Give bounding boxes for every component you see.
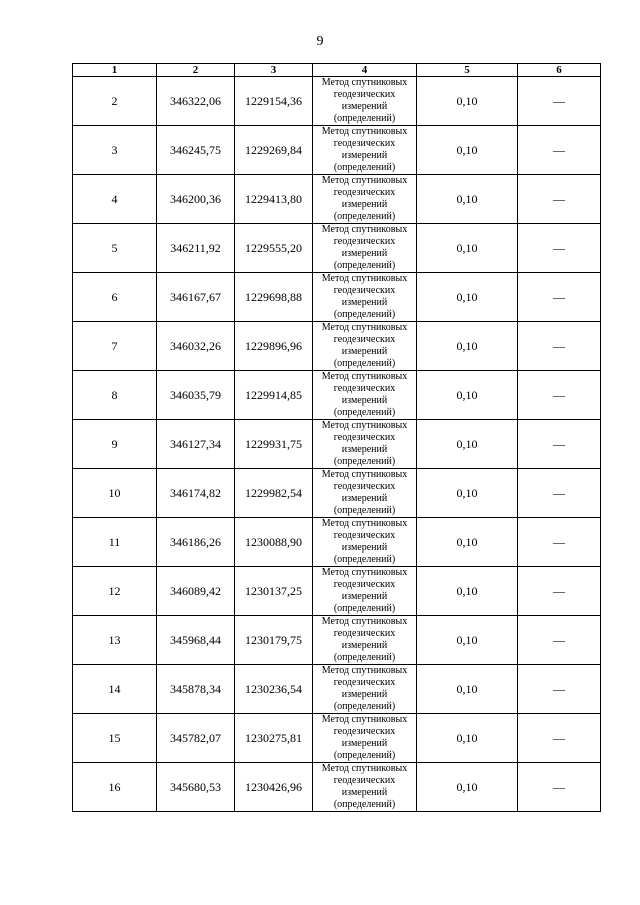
page-number: 9 — [316, 34, 324, 49]
method-cell: Метод спутниковых геодезических измерений (определений) — [313, 714, 417, 763]
x-coordinate-cell: 345878,34 — [157, 665, 235, 714]
x-coordinate-cell: 346035,79 — [157, 371, 235, 420]
table-row — [73, 322, 601, 371]
table-row — [73, 763, 601, 812]
y-coordinate-cell: 1229269,84 — [235, 126, 313, 175]
method-cell: Метод спутниковых геодезических измерений (определений) — [313, 567, 417, 616]
header-cell-6: 6 — [518, 64, 601, 77]
y-coordinate-cell: 1229896,96 — [235, 322, 313, 371]
point-number-cell: 5 — [73, 224, 157, 273]
accuracy-cell: 0,10 — [417, 77, 518, 126]
method-cell: Метод спутниковых геодезических измерений (определений) — [313, 469, 417, 518]
method-cell: Метод спутниковых геодезических измерений (определений) — [313, 763, 417, 812]
table-row — [73, 469, 601, 518]
accuracy-cell: 0,10 — [417, 224, 518, 273]
x-coordinate-cell: 346032,26 — [157, 322, 235, 371]
x-coordinate-cell: 345680,53 — [157, 763, 235, 812]
accuracy-cell: 0,10 — [417, 175, 518, 224]
note-cell: — — [518, 665, 601, 714]
note-cell: — — [518, 371, 601, 420]
point-number-cell: 8 — [73, 371, 157, 420]
accuracy-cell: 0,10 — [417, 420, 518, 469]
accuracy-cell: 0,10 — [417, 616, 518, 665]
point-number-cell: 4 — [73, 175, 157, 224]
method-cell: Метод спутниковых геодезических измерений (определений) — [313, 224, 417, 273]
accuracy-cell: 0,10 — [417, 126, 518, 175]
accuracy-cell: 0,10 — [417, 322, 518, 371]
method-cell: Метод спутниковых геодезических измерений (определений) — [313, 616, 417, 665]
table-row — [73, 665, 601, 714]
point-number-cell: 14 — [73, 665, 157, 714]
x-coordinate-cell: 346322,06 — [157, 77, 235, 126]
note-cell: — — [518, 763, 601, 812]
x-coordinate-cell: 346127,34 — [157, 420, 235, 469]
y-coordinate-cell: 1229698,88 — [235, 273, 313, 322]
y-coordinate-cell: 1230137,25 — [235, 567, 313, 616]
x-coordinate-cell: 346200,36 — [157, 175, 235, 224]
note-cell: — — [518, 714, 601, 763]
accuracy-cell: 0,10 — [417, 518, 518, 567]
x-coordinate-cell: 346174,82 — [157, 469, 235, 518]
accuracy-cell: 0,10 — [417, 763, 518, 812]
table-row — [73, 714, 601, 763]
x-coordinate-cell: 346089,42 — [157, 567, 235, 616]
x-coordinate-cell: 346245,75 — [157, 126, 235, 175]
accuracy-cell: 0,10 — [417, 567, 518, 616]
y-coordinate-cell: 1230179,75 — [235, 616, 313, 665]
coordinates-table — [72, 63, 601, 812]
point-number-cell: 16 — [73, 763, 157, 812]
method-cell: Метод спутниковых геодезических измерений (определений) — [313, 126, 417, 175]
y-coordinate-cell: 1229931,75 — [235, 420, 313, 469]
table-row — [73, 371, 601, 420]
method-cell: Метод спутниковых геодезических измерений (определений) — [313, 322, 417, 371]
y-coordinate-cell: 1230275,81 — [235, 714, 313, 763]
x-coordinate-cell: 346186,26 — [157, 518, 235, 567]
y-coordinate-cell: 1230426,96 — [235, 763, 313, 812]
y-coordinate-cell: 1229413,80 — [235, 175, 313, 224]
point-number-cell: 11 — [73, 518, 157, 567]
table-row — [73, 175, 601, 224]
table-row — [73, 126, 601, 175]
method-cell: Метод спутниковых геодезических измерений (определений) — [313, 420, 417, 469]
table-row — [73, 224, 601, 273]
y-coordinate-cell: 1230088,90 — [235, 518, 313, 567]
x-coordinate-cell: 346211,92 — [157, 224, 235, 273]
point-number-cell: 12 — [73, 567, 157, 616]
note-cell: — — [518, 420, 601, 469]
method-cell: Метод спутниковых геодезических измерений (определений) — [313, 77, 417, 126]
accuracy-cell: 0,10 — [417, 273, 518, 322]
note-cell: — — [518, 175, 601, 224]
accuracy-cell: 0,10 — [417, 714, 518, 763]
accuracy-cell: 0,10 — [417, 665, 518, 714]
point-number-cell: 2 — [73, 77, 157, 126]
table-body — [73, 77, 601, 812]
note-cell: — — [518, 77, 601, 126]
y-coordinate-cell: 1229914,85 — [235, 371, 313, 420]
table-row — [73, 518, 601, 567]
method-cell: Метод спутниковых геодезических измерений (определений) — [313, 273, 417, 322]
method-cell: Метод спутниковых геодезических измерений (определений) — [313, 518, 417, 567]
note-cell: — — [518, 518, 601, 567]
header-cell-4: 4 — [313, 64, 417, 77]
accuracy-cell: 0,10 — [417, 469, 518, 518]
accuracy-cell: 0,10 — [417, 371, 518, 420]
table-row — [73, 567, 601, 616]
x-coordinate-cell: 346167,67 — [157, 273, 235, 322]
note-cell: — — [518, 567, 601, 616]
header-row — [73, 64, 601, 77]
point-number-cell: 9 — [73, 420, 157, 469]
x-coordinate-cell: 345968,44 — [157, 616, 235, 665]
y-coordinate-cell: 1230236,54 — [235, 665, 313, 714]
method-cell: Метод спутниковых геодезических измерений (определений) — [313, 175, 417, 224]
method-cell: Метод спутниковых геодезических измерений (определений) — [313, 371, 417, 420]
point-number-cell: 15 — [73, 714, 157, 763]
table-row — [73, 273, 601, 322]
point-number-cell: 7 — [73, 322, 157, 371]
table-row — [73, 420, 601, 469]
method-cell: Метод спутниковых геодезических измерений (определений) — [313, 665, 417, 714]
header-cell-3: 3 — [235, 64, 313, 77]
note-cell: — — [518, 126, 601, 175]
point-number-cell: 10 — [73, 469, 157, 518]
table-row — [73, 616, 601, 665]
note-cell: — — [518, 224, 601, 273]
x-coordinate-cell: 345782,07 — [157, 714, 235, 763]
y-coordinate-cell: 1229982,54 — [235, 469, 313, 518]
point-number-cell: 13 — [73, 616, 157, 665]
header-cell-2: 2 — [157, 64, 235, 77]
note-cell: — — [518, 469, 601, 518]
note-cell: — — [518, 322, 601, 371]
y-coordinate-cell: 1229555,20 — [235, 224, 313, 273]
point-number-cell: 6 — [73, 273, 157, 322]
table-row — [73, 77, 601, 126]
header-cell-5: 5 — [417, 64, 518, 77]
note-cell: — — [518, 273, 601, 322]
table-header — [73, 64, 601, 77]
header-cell-1: 1 — [73, 64, 157, 77]
point-number-cell: 3 — [73, 126, 157, 175]
note-cell: — — [518, 616, 601, 665]
y-coordinate-cell: 1229154,36 — [235, 77, 313, 126]
